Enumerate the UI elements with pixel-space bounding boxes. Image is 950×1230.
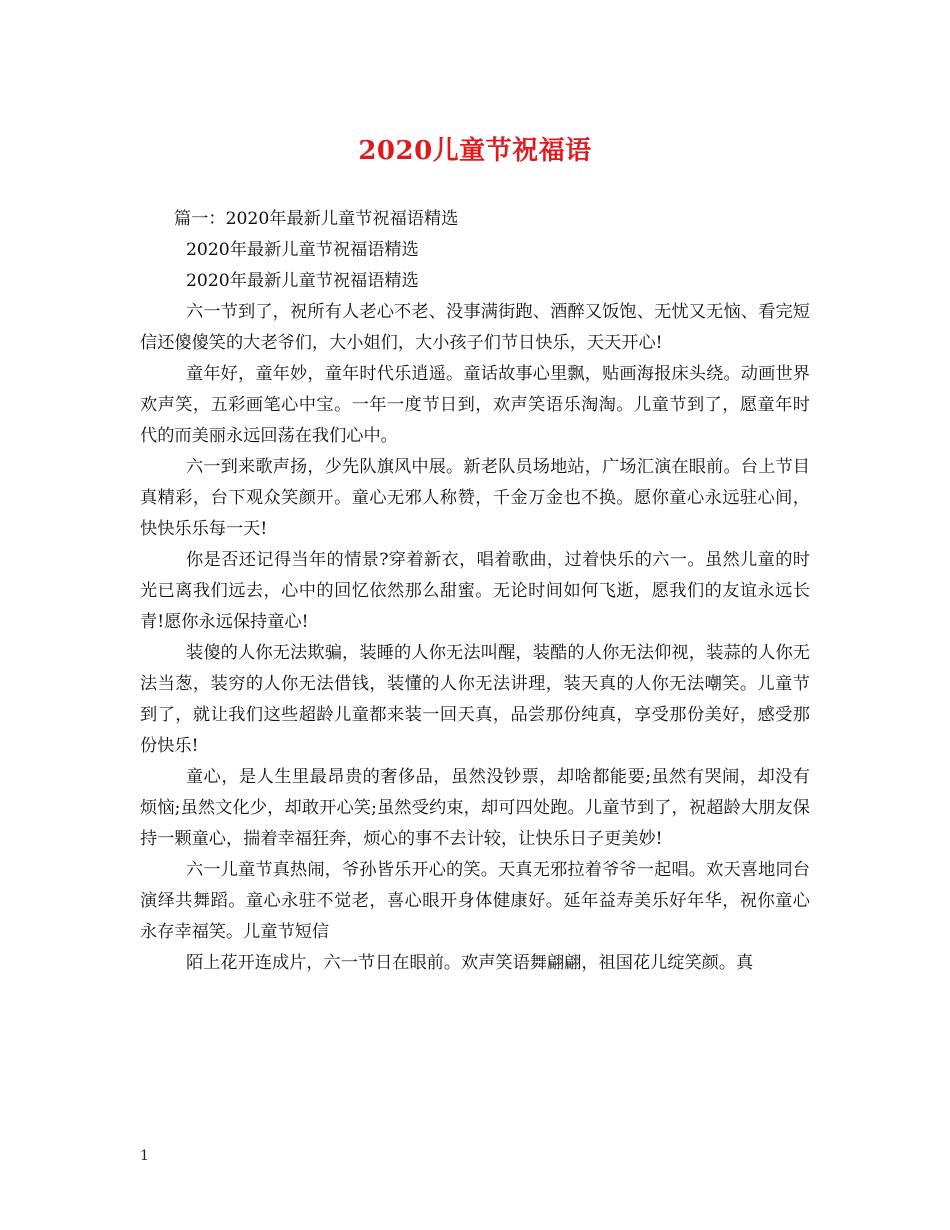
paragraph: 陌上花开连成片，六一节日在眼前。欢声笑语舞翩翩，祖国花儿绽笑颜。真	[186, 953, 754, 973]
paragraph: 六一到来歌声扬，少先队旗风中展。新老队员场地站，广场汇演在眼前。台上节目真精彩，台下观众笑颜开。童心无邪人称赞，千金万金也不换。愿你童心永远驻心间，快快乐乐每一天!	[140, 457, 810, 539]
paragraph: 童心，是人生里最昂贵的奢侈品，虽然没钞票，却啥都能要;虽然有哭闹，却没有烦恼;虽然文化少，却敢开心笑;虽然受约束，却可四处跑。儿童节到了，祝超龄大朋友保持一颗童心，揣着幸福狂奔，烦心的事不去计较，让快乐日子更美妙!	[140, 767, 810, 849]
subheading: 2020年最新儿童节祝福语精选	[186, 240, 419, 260]
document-title: 2020儿童节祝福语	[358, 136, 592, 166]
paragraph: 你是否还记得当年的情景?穿着新衣，唱着歌曲，过着快乐的六一。虽然儿童的时光已离我们远去，心中的回忆依然那么甜蜜。无论时间如何飞逝，愿我们的友谊永远长青!愿你永远保持童心!	[140, 550, 810, 632]
paragraph: 童年好，童年妙，童年时代乐逍遥。童话故事心里飘，贴画海报床头绕。动画世界欢声笑，五彩画笔心中宝。一年一度节日到，欢声笑语乐淘淘。儿童节到了，愿童年时代的而美丽永远回荡在我们心中。	[140, 364, 810, 446]
paragraph: 六一节到了，祝所有人老心不老、没事满街跑、酒醉又饭饱、无忧又无恼、看完短信还傻傻笑的大老爷们，大小姐们，大小孩子们节日快乐，天天开心!	[140, 302, 810, 353]
paragraph: 六一儿童节真热闹，爷孙皆乐开心的笑。天真无邪拉着爷爷一起唱。欢天喜地同台演绎共舞蹈。童心永驻不觉老，喜心眼开身体健康好。延年益寿美乐好年华，祝你童心永存幸福笑。儿童节短信	[140, 860, 810, 942]
page-number: 1	[140, 1148, 149, 1164]
paragraph: 装傻的人你无法欺骗，装睡的人你无法叫醒，装酷的人你无法仰视，装蒜的人你无法当葱，装穷的人你无法借钱，装懂的人你无法讲理，装天真的人你无法嘲笑。儿童节到了，就让我们这些超龄儿童都来装一回天真，品尝那份纯真，享受那份美好，感受那份快乐!	[140, 643, 810, 756]
document-body	[140, 204, 810, 979]
subheading: 2020年最新儿童节祝福语精选	[186, 271, 419, 291]
section-heading: 篇一：2020年最新儿童节祝福语精选	[174, 209, 459, 229]
